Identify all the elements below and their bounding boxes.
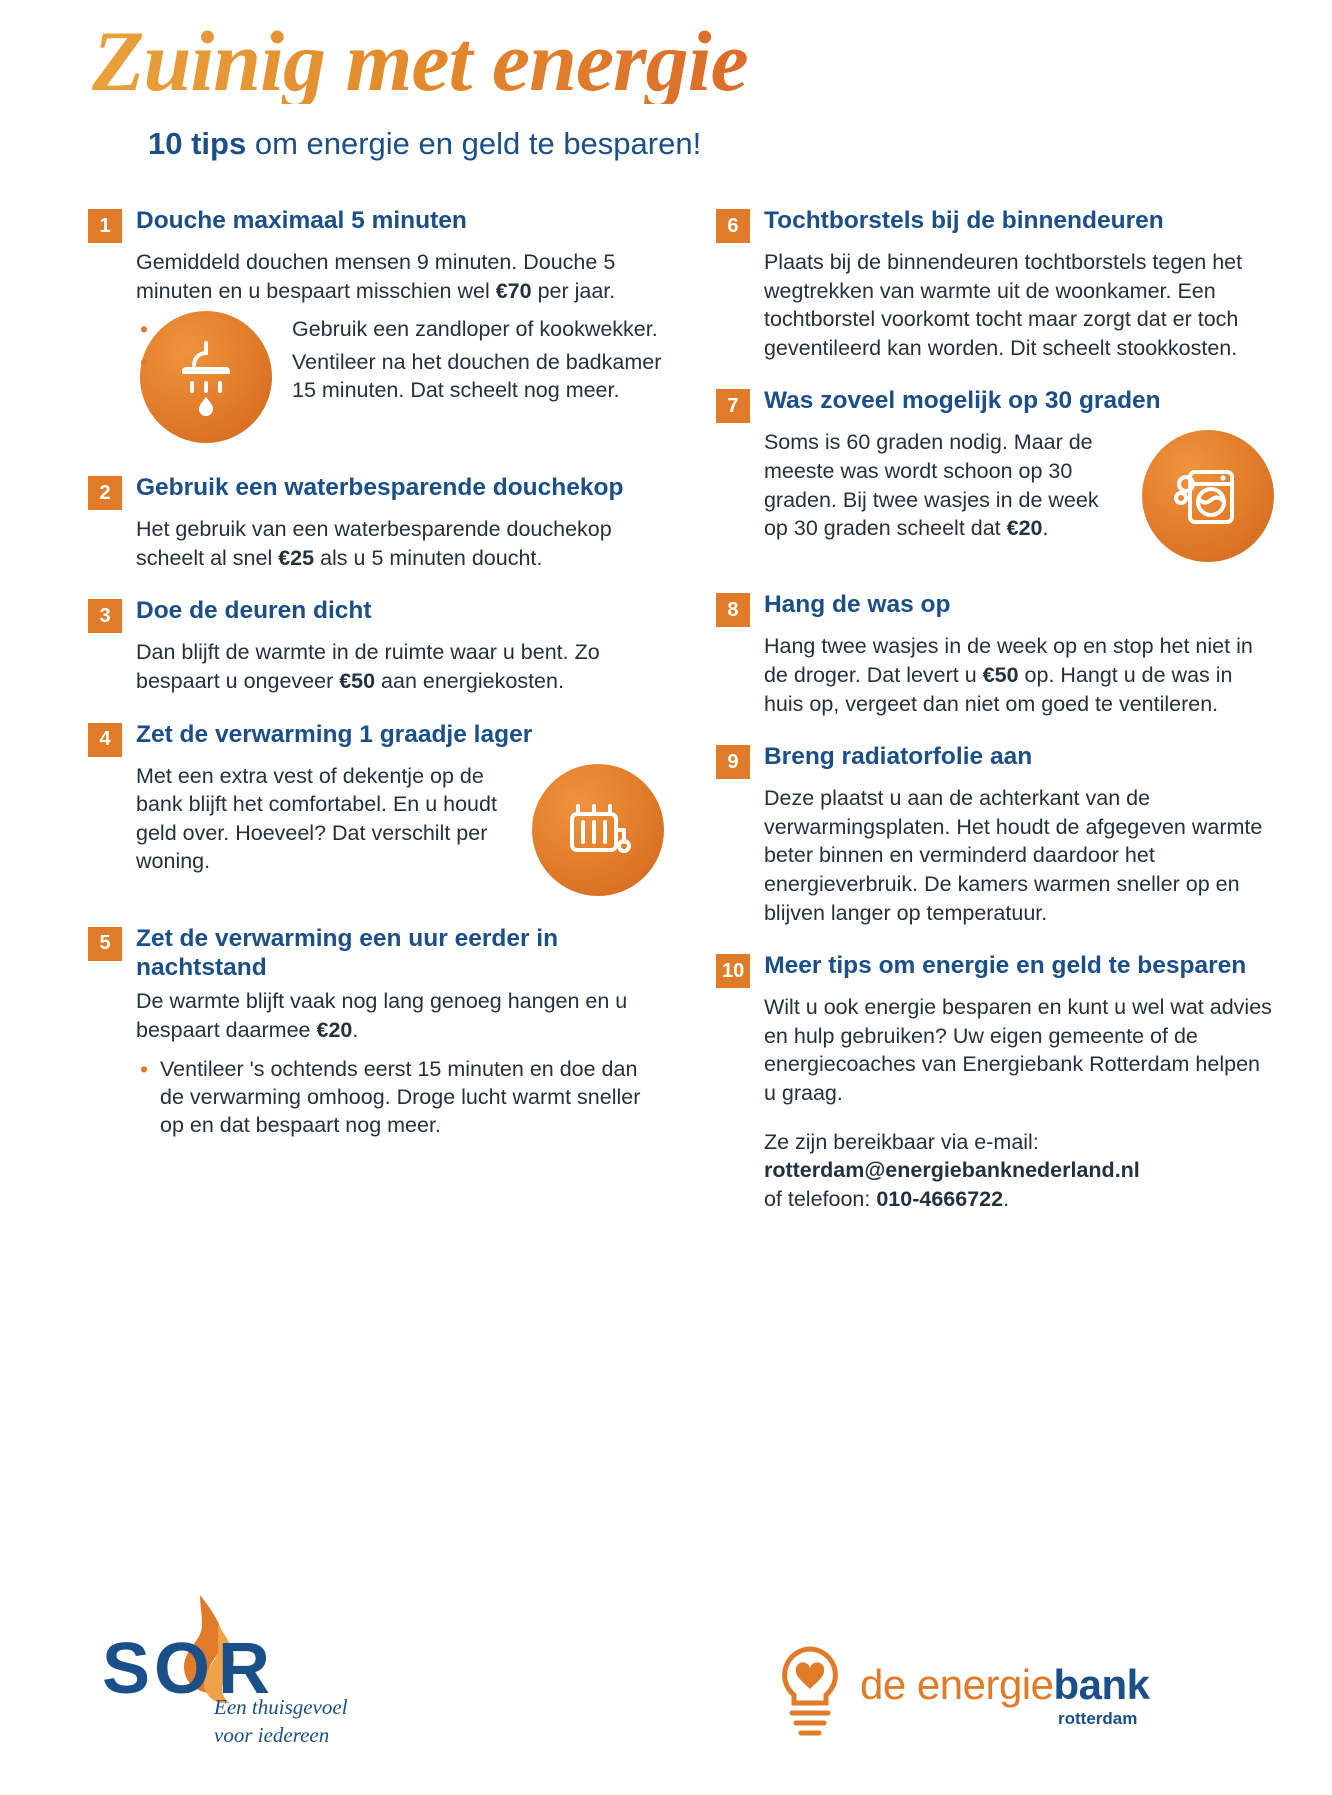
energiebank-city: rotterdam [1058,1709,1138,1728]
tip-body [136,638,664,695]
tip-bullet-list [136,315,664,404]
tip-item [716,951,1274,1213]
tip-bullet: • Ventileer na het douchen de badkamer 15 minuten. Dat scheelt nog meer. [136,348,664,405]
svg-text:S: S [102,1629,157,1709]
tip-body [764,632,1274,718]
sor-tagline-line2: voor iedereen [214,1723,330,1748]
tip-body [136,515,664,572]
tip-header [716,742,1274,779]
tip-number-badge: 10 [716,954,750,988]
tip-paragraph: Hang twee wasjes in de week op en stop het niet in de droger. Dat levert u €50 op. Hangt u de was in huis op, vergeet dan niet om goed te ventileren. [763,634,1253,716]
tip-body [764,248,1274,362]
tip-item [716,742,1274,927]
tip-paragraph: Plaats bij de binnendeuren tochtborstels tegen het wegtrekken van warmte uit de woonkamer. Een tochtborstel voorkomt tocht maar zorgt dat er toch geventileerd kan worden. Dit scheelt stookkosten. [763,250,1243,360]
tip-item [88,473,664,572]
tip-title: Breng radiatorfolie aan [763,743,1033,771]
tip-title: Tochtborstels bij de binnendeuren [763,207,1164,234]
tip-number-badge: 8 [716,593,750,627]
washing-machine-icon [1142,430,1274,562]
tip-paragraph: Met een extra vest of dekentje op de bank blijft het comfortabel. En u houdt geld over. Hoeveel? Dat verschilt per woning. [136,763,497,874]
tip-body [136,987,664,1139]
energiebank-word-part2: bank [1053,1661,1150,1708]
tip-title: Was zoveel mogelijk op 30 graden [763,387,1161,415]
tip-bullet: • Ventileer 's ochtends eerst 15 minuten en doe dan de verwarming omhoog. Droge lucht warmt sneller op en dat bespaart nog meer. [136,1055,664,1140]
tips-column-left [88,206,664,1237]
page-title: Zuinig met energie [92,18,1332,104]
sor-logo [96,1589,426,1759]
tip-header [88,924,664,983]
tip-title: Zet de verwarming een uur eerder in nachtstand [136,924,559,981]
tip-header [88,206,664,243]
tip-paragraph: Gemiddeld douchen mensen 9 minuten. Douche 5 minuten en u bespaart misschien wel €70 per jaar. [136,250,616,303]
energiebank-logo [770,1633,1170,1753]
tip-paragraph: Soms is 60 graden nodig. Maar de meeste was wordt schoon op 30 graden. Bij twee wasjes in de week op 30 graden scheelt dat €20. [763,430,1099,541]
tip-paragraph: Het gebruik van een waterbesparende douchekop scheelt al snel €25 als u 5 minuten doucht. [136,517,612,570]
tip-header [88,473,664,510]
tip-item [88,596,664,695]
svg-text:R: R [218,1629,276,1709]
tip-header [716,590,1274,627]
poster-page [0,13,1332,1795]
energiebank-wordmark [860,1661,1150,1709]
tip-header [716,206,1274,243]
subtitle-highlight: 10 tips [148,126,247,161]
tips-column-right [716,206,1274,1237]
tip-number-badge: 3 [88,599,122,633]
tip-paragraph: De warmte blijft vaak nog lang genoeg hangen en u bespaart daarmee €20. [136,989,628,1042]
tip-item [716,386,1274,566]
tip-body [136,762,664,900]
subtitle-rest: om energie en geld te besparen! [246,126,702,161]
tip-body [764,993,1274,1213]
tip-number-badge: 4 [88,723,122,757]
tip-number-badge: 5 [88,927,122,961]
tip-number-badge: 9 [716,745,750,779]
tip-bullet-list [136,1055,664,1140]
tip-item [88,206,664,449]
tip-paragraph: Dan blijft de warmte in de ruimte waar u bent. Zo bespaart u ongeveer €50 aan energiekosten. [136,640,600,693]
tip-header [716,951,1274,988]
tip-item [716,206,1274,362]
tip-title: Gebruik een waterbesparende douchekop [136,474,624,502]
tip-title: Zet de verwarming 1 graadje lager [136,720,533,748]
tip-paragraph: Wilt u ook energie besparen en kunt u wel wat advies en hulp gebruiken? Uw eigen gemeente of de energiecoaches van Energiebank Rotterdam helpen u graag. [763,995,1272,1105]
footer [0,1587,1332,1767]
svg-text:O: O [154,1629,217,1709]
tip-title: Douche maximaal 5 minuten [136,207,467,234]
tips-columns [0,206,1332,1237]
energiebank-word-part1: de energie [860,1661,1054,1708]
tip-body [136,248,664,449]
tip-item [88,720,664,900]
tip-title: Meer tips om energie en geld te besparen [764,952,1247,980]
tip-header [88,720,664,757]
tip-header [88,596,664,633]
page-subtitle [148,126,1332,162]
tip-contact-paragraph: Ze zijn bereikbaar via e-mail: rotterdam@energiebanknederland.nl of telefoon: 010-4666722. [763,1129,1140,1211]
tip-title: Doe de deuren dicht [136,597,372,625]
sor-tagline-line1: Een thuisgevoel [214,1695,348,1719]
tip-body [764,784,1274,927]
tip-header [716,386,1274,423]
tip-bullet: • Gebruik een zandloper of kookwekker. [136,315,664,343]
tip-number-badge: 7 [716,389,750,423]
radiator-icon [532,764,664,896]
tip-item [88,924,664,1140]
tip-number-badge: 1 [88,209,122,243]
tip-body [764,428,1274,566]
sor-tagline [214,1693,348,1750]
tip-paragraph: Deze plaatst u aan de achterkant van de verwarmingsplaten. Het houdt de afgegeven warmte beter binnen en verminderd daardoor het energieverbruik. De kamers warmen sneller op en blijven langer op temperatuur. [763,786,1263,925]
tip-number-badge: 2 [88,476,122,510]
tip-number-badge: 6 [716,209,750,243]
tip-icon-row [136,305,664,449]
tip-title: Hang de was op [763,591,951,619]
tip-item [716,590,1274,718]
